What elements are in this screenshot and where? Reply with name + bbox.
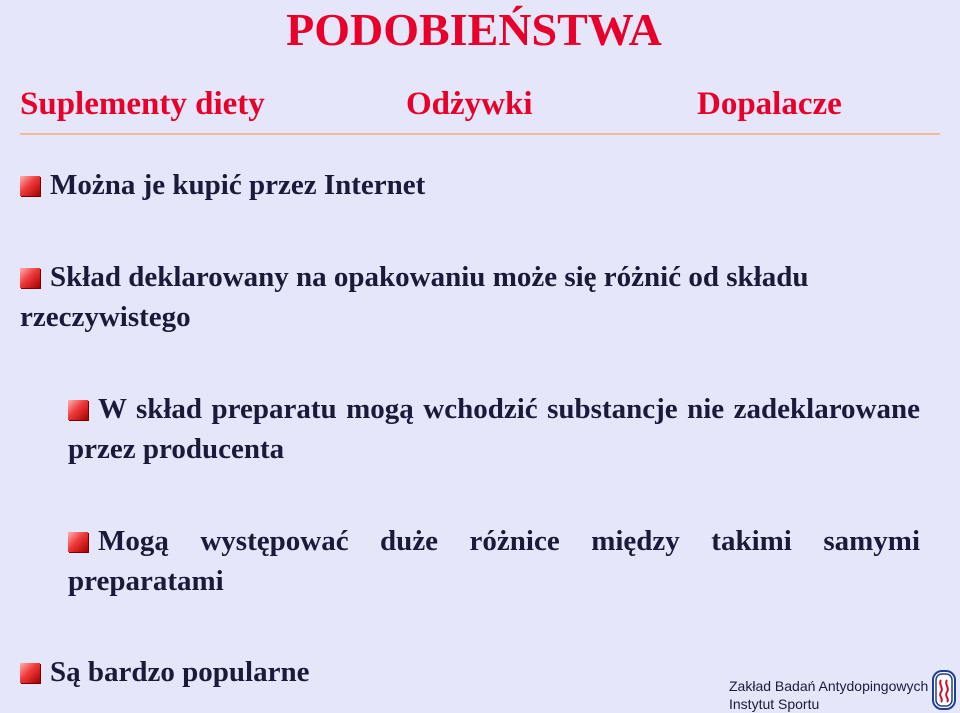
footer-line-2: Instytut Sportu (729, 696, 820, 712)
bullet-text: Można je kupić przez Internet (50, 169, 426, 201)
bullet-square-icon (20, 176, 40, 196)
bullet-square-icon (68, 532, 88, 552)
bullet-item-4 (68, 521, 920, 601)
bullet-text: W skład preparatu mogą wchodzić substancje nie zadeklarowane przez producenta (68, 393, 920, 465)
category-nutrients: Odżywki (406, 86, 533, 122)
bullet-item-2 (20, 257, 920, 337)
bullet-text: Są bardzo popularne (50, 656, 310, 688)
bullet-item-3 (68, 389, 920, 469)
bullet-square-icon (68, 400, 88, 420)
bullet-item-5 (20, 652, 620, 692)
institute-logo-icon (932, 670, 956, 710)
bullet-square-icon (20, 268, 40, 288)
bullet-text: Mogą występować duże różnice między takimi samymi preparatami (68, 525, 920, 597)
divider-line (20, 133, 940, 135)
category-supplements: Suplementy diety (20, 86, 265, 122)
category-boosters: Dopalacze (697, 86, 842, 122)
bullet-square-icon (20, 663, 40, 683)
slide-title: PODOBIEŃSTWA (286, 4, 662, 55)
bullet-text: Skład deklarowany na opakowaniu może się różnić od składu rzeczywistego (20, 261, 809, 333)
footer-institution (729, 677, 928, 713)
footer-line-1: Zakład Badań Antydopingowych (729, 678, 929, 694)
bullet-item-1 (20, 165, 920, 205)
